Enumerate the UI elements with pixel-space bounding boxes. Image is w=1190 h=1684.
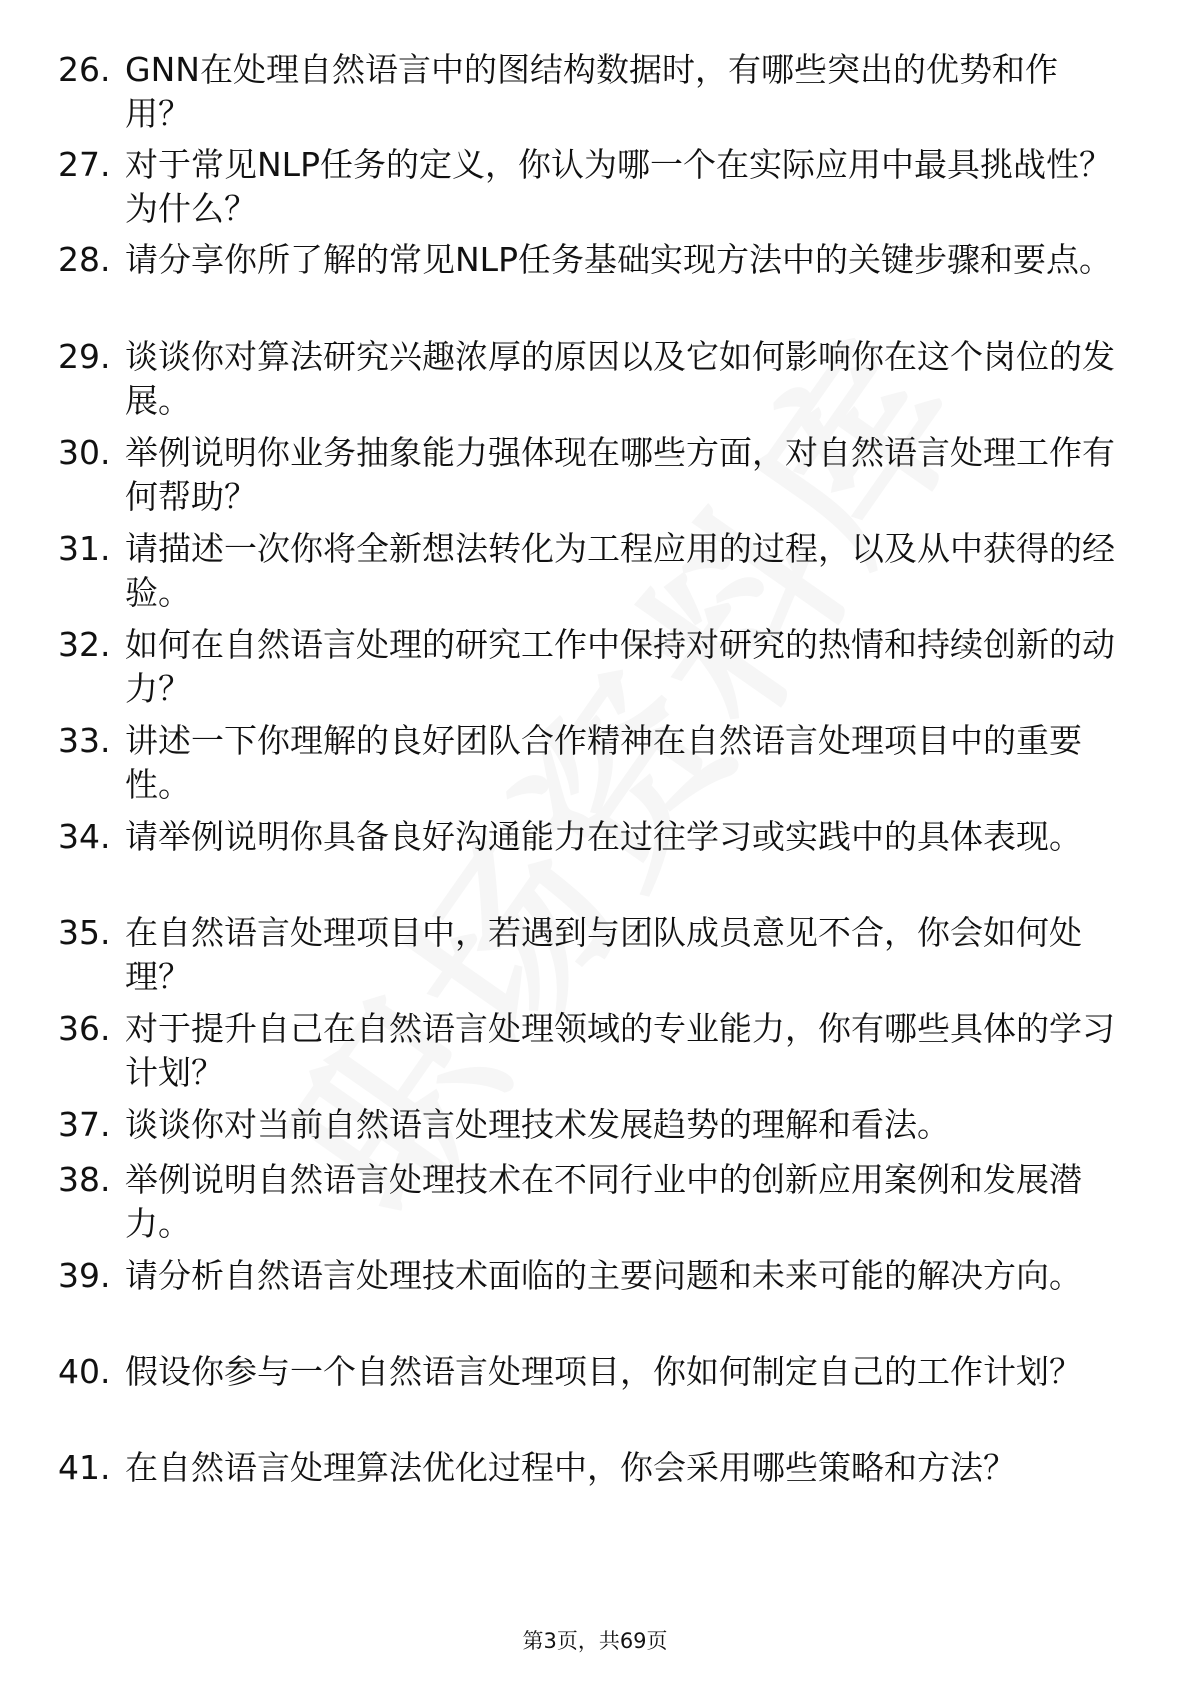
question-number: 35. <box>58 913 111 952</box>
question-text: 谈谈你对当前自然语言处理技术发展趋势的理解和看法。 <box>125 1105 950 1144</box>
question-number: 27. <box>58 145 111 184</box>
question-text: 请分享你所了解的常见NLP任务基础实现方法中的关键步骤和要点。 <box>125 240 1112 279</box>
question-number: 34. <box>58 817 111 856</box>
question-text: 谈谈你对算法研究兴趣浓厚的原因以及它如何影响你在这个岗位的发展。 <box>125 337 1115 420</box>
question-number: 36. <box>58 1009 111 1048</box>
question-number: 38. <box>58 1160 111 1199</box>
question-number: 32. <box>58 625 111 664</box>
question-text: 对于常见NLP任务的定义，你认为哪一个在实际应用中最具挑战性？为什么？ <box>125 145 1112 228</box>
question-text: 请描述一次你将全新想法转化为工程应用的过程，以及从中获得的经验。 <box>125 529 1115 612</box>
question-text: 举例说明自然语言处理技术在不同行业中的创新应用案例和发展潜力。 <box>125 1160 1082 1243</box>
page-footer: 第3页，共69页 <box>522 1629 668 1653</box>
question-text: 对于提升自己在自然语言处理领域的专业能力，你有哪些具体的学习计划？ <box>125 1009 1115 1092</box>
question-text: 假设你参与一个自然语言处理项目，你如何制定自己的工作计划？ <box>125 1352 1082 1391</box>
question-text: 在自然语言处理算法优化过程中，你会采用哪些策略和方法？ <box>125 1448 1016 1487</box>
question-number: 26. <box>58 50 111 89</box>
question-number: 29. <box>58 337 111 376</box>
question-text: 在自然语言处理项目中，若遇到与团队成员意见不合，你会如何处理？ <box>125 913 1082 996</box>
question-text: 请举例说明你具备良好沟通能力在过往学习或实践中的具体表现。 <box>125 817 1082 856</box>
question-number: 28. <box>58 240 111 279</box>
question-number: 37. <box>58 1105 111 1144</box>
question-text: GNN在处理自然语言中的图结构数据时，有哪些突出的优势和作用？ <box>125 50 1058 133</box>
question-text: 举例说明你业务抽象能力强体现在哪些方面，对自然语言处理工作有何帮助？ <box>125 433 1115 516</box>
question-number: 39. <box>58 1256 111 1295</box>
question-text: 讲述一下你理解的良好团队合作精神在自然语言处理项目中的重要性。 <box>125 721 1082 804</box>
question-text: 请分析自然语言处理技术面临的主要问题和未来可能的解决方向。 <box>125 1256 1082 1295</box>
question-number: 40. <box>58 1352 111 1391</box>
question-number: 31. <box>58 529 111 568</box>
question-text: 如何在自然语言处理的研究工作中保持对研究的热情和持续创新的动力？ <box>125 625 1115 708</box>
question-number: 41. <box>58 1448 111 1487</box>
question-number: 30. <box>58 433 111 472</box>
question-number: 33. <box>58 721 111 760</box>
